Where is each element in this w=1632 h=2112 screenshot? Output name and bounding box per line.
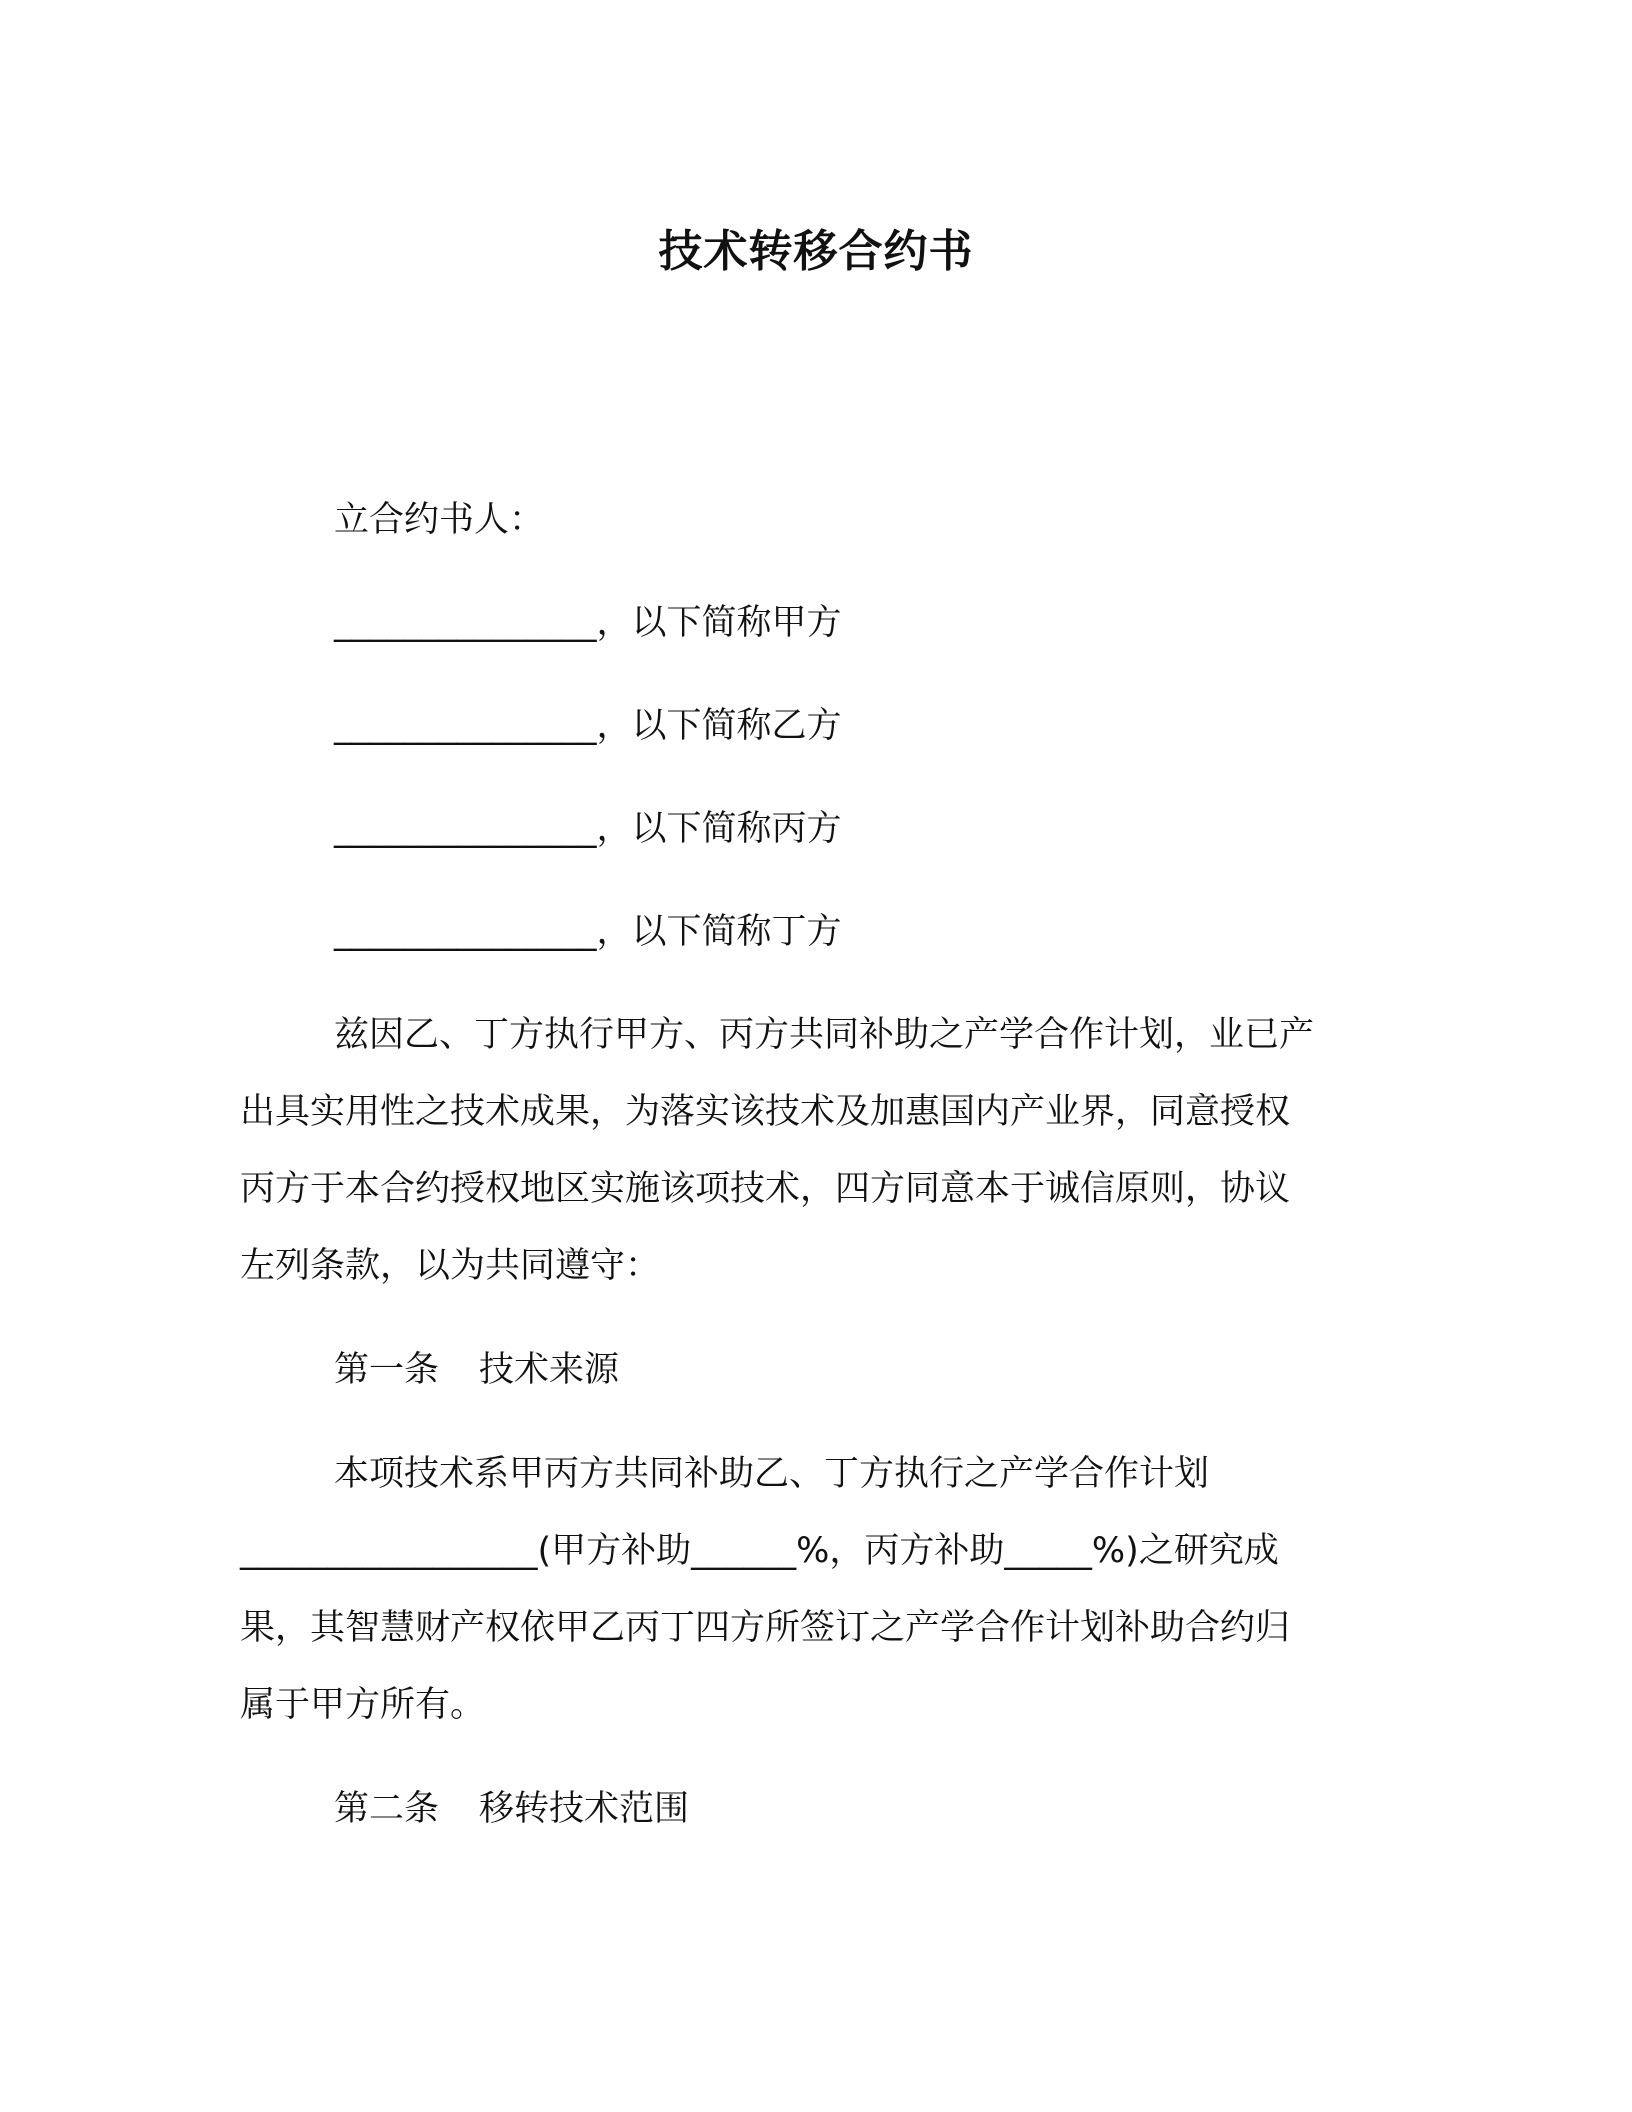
article-1-heading xyxy=(334,1345,619,1395)
party-line-d: _______________，以下简称丁方 xyxy=(334,912,842,952)
preamble-line: 左列条款，以为共同遵守： xyxy=(240,1246,661,1286)
document-title: 技术转移合约书 xyxy=(658,226,974,277)
preamble-line: 兹因乙、丁方执行甲方、丙方共同补助之产学合作计划，业已产 xyxy=(334,1015,1315,1055)
article-2-number: 第二条 xyxy=(334,1789,440,1829)
preamble-line: 出具实用性之技术成果，为落实该技术及加惠国内产业界，同意授权 xyxy=(240,1092,1291,1132)
party-line-b: _______________，以下简称乙方 xyxy=(334,706,842,746)
article-1-line: _________________(甲方补助______%，丙方补助_____%)之研究成 xyxy=(240,1531,1279,1571)
preamble-line: 丙方于本合约授权地区实施该项技术，四方同意本于诚信原则，协议 xyxy=(240,1169,1291,1209)
article-1-number: 第一条 xyxy=(334,1350,440,1390)
article-1-title: 技术来源 xyxy=(479,1350,620,1390)
intro-label: 立合约书人： xyxy=(334,500,545,540)
article-1-line: 属于甲方所有。 xyxy=(240,1685,486,1725)
party-line-a: _______________，以下简称甲方 xyxy=(334,603,842,643)
article-2-title: 移转技术范围 xyxy=(479,1789,690,1829)
party-line-c: _______________，以下简称丙方 xyxy=(334,809,842,849)
article-2-heading xyxy=(334,1784,689,1834)
article-1-line: 果，其智慧财产权依甲乙丙丁四方所签订之产学合作计划补助合约归 xyxy=(240,1608,1291,1648)
article-1-line: 本项技术系甲丙方共同补助乙、丁方执行之产学合作计划 xyxy=(334,1454,1210,1494)
